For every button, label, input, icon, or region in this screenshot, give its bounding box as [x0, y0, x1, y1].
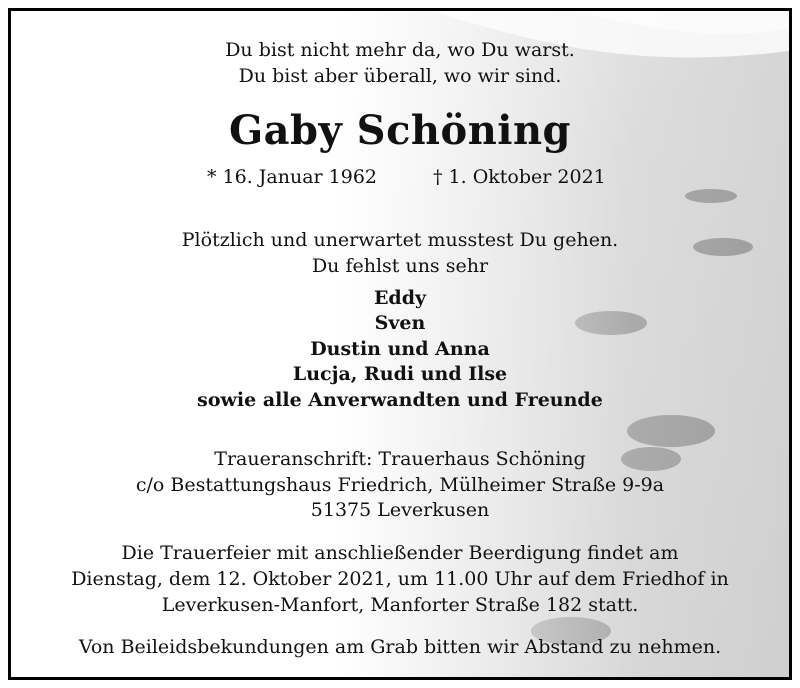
address-line-3: 51375 Leverkusen	[310, 499, 490, 521]
motto-line-1: Du bist nicht mehr da, wo Du warst.	[225, 39, 575, 61]
mourner-5: sowie alle Anverwandten und Freunde	[197, 389, 603, 411]
obituary-card	[8, 8, 792, 680]
address-line-2: c/o Bestattungshaus Friedrich, Mülheimer Straße 9-9a	[135, 474, 665, 496]
ceremony-line-1: Die Trauerfeier mit anschließender Beerdigung findet am	[121, 542, 679, 564]
condolence-note: Von Beileidsbekundungen am Grab bitten wir Abstand zu nehmen.	[78, 636, 722, 658]
birth-date: * 16. Januar 1962	[207, 166, 378, 188]
mourner-4: Lucja, Rudi und Ilse	[292, 363, 508, 385]
ceremony-line-2: Dienstag, dem 12. Oktober 2021, um 11.00 Uhr auf dem Friedhof in	[71, 568, 729, 590]
deceased-name: Gaby Schöning	[228, 107, 572, 154]
mourner-1: Eddy	[373, 287, 427, 309]
mourner-2: Sven	[374, 312, 426, 334]
message-line-1: Plötzlich und unerwartet musstest Du gehen.	[181, 229, 619, 251]
obituary-text	[11, 11, 789, 677]
address-line-1: Traueranschrift: Trauerhaus Schöning	[214, 448, 586, 470]
death-date: † 1. Oktober 2021	[433, 166, 606, 188]
message-line-2: Du fehlst uns sehr	[311, 255, 489, 277]
mourner-3: Dustin und Anna	[310, 338, 490, 360]
motto-line-2: Du bist aber überall, wo wir sind.	[238, 65, 562, 87]
ceremony-line-3: Leverkusen-Manfort, Manforter Straße 182 statt.	[161, 594, 639, 616]
